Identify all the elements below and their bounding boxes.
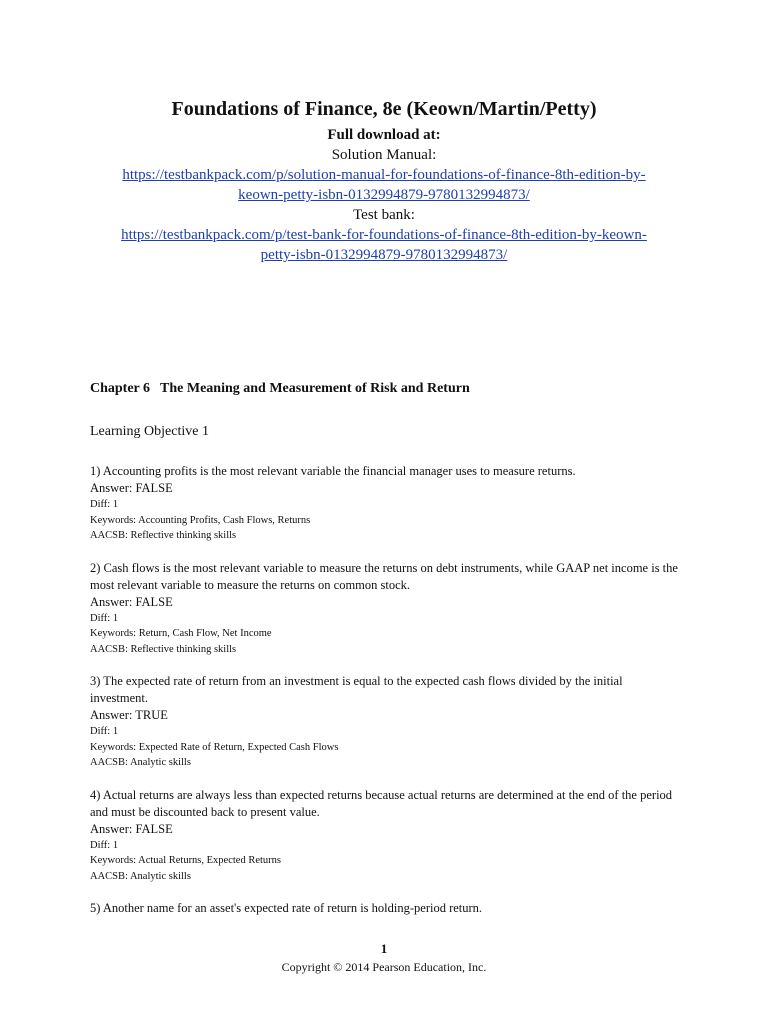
question-item — [90, 787, 680, 885]
question-diff: Diff: 1 — [90, 839, 119, 851]
question-keywords: Keywords: Expected Rate of Return, Expected Cash Flows — [90, 741, 339, 753]
question-keywords: Keywords: Return, Cash Flow, Net Income — [90, 628, 272, 639]
question-answer: Answer: FALSE — [90, 481, 173, 495]
question-aacsb: AACSB: Analytic skills — [90, 870, 191, 882]
question-text: 4) Actual returns are always less than expected returns because actual returns are determined at the end of the period and must be discounted back to present value. — [90, 787, 673, 819]
download-label: Full download at: — [327, 127, 441, 143]
solution-link-line-2: keown-petty-isbn-0132994879-9780132994873/ — [238, 187, 530, 203]
learning-objective: Learning Objective 1 — [90, 424, 209, 439]
page-number: 1 — [380, 941, 388, 956]
solution-manual-link[interactable] — [60, 165, 708, 205]
question-item — [90, 900, 680, 917]
document-header — [60, 97, 708, 265]
question-text: 2) Cash flows is the most relevant variable to measure the returns on debt instruments, while GAAP net income is the most relevant variable to measure the returns on common stock. — [90, 560, 678, 592]
question-aacsb: AACSB: Reflective thinking skills — [90, 643, 237, 655]
question-keywords: Keywords: Actual Returns, Expected Returns — [90, 855, 281, 866]
test-bank-link[interactable] — [60, 225, 708, 265]
document-title: Foundations of Finance, 8e (Keown/Martin/Petty) — [171, 98, 597, 120]
question-answer: Answer: FALSE — [90, 821, 173, 836]
chapter-number: Chapter 6 — [90, 381, 151, 396]
question-item — [90, 673, 680, 771]
question-aacsb: AACSB: Reflective thinking skills — [90, 530, 237, 541]
page-footer — [0, 940, 768, 976]
question-item — [90, 560, 680, 658]
testbank-link-line-1: https://testbankpack.com/p/test-bank-for-foundations-of-finance-8th-edition-by-keown- — [121, 227, 647, 243]
solution-link-line-1: https://testbankpack.com/p/solution-manual-for-foundations-of-finance-8th-edition-by- — [122, 167, 646, 183]
solution-manual-label: Solution Manual: — [331, 147, 437, 163]
question-diff: Diff: 1 — [90, 499, 119, 510]
testbank-link-line-2: petty-isbn-0132994879-9780132994873/ — [260, 247, 508, 263]
chapter-heading — [90, 381, 470, 397]
question-answer: Answer: TRUE — [90, 708, 168, 722]
copyright-notice: Copyright © 2014 Pearson Education, Inc. — [281, 960, 487, 974]
question-item — [90, 463, 680, 544]
chapter-title: The Meaning and Measurement of Risk and Return — [160, 381, 470, 396]
question-text: 3) The expected rate of return from an investment is equal to the expected cash flows divided by the initial investment. — [90, 674, 623, 705]
question-aacsb: AACSB: Analytic skills — [90, 757, 191, 768]
question-diff: Diff: 1 — [90, 726, 119, 737]
question-text: 5) Another name for an asset's expected rate of return is holding-period return. — [90, 901, 483, 915]
test-bank-label: Test bank: — [353, 207, 415, 223]
question-text: 1) Accounting profits is the most relevant variable the financial manager uses to measure returns. — [90, 464, 576, 478]
question-keywords: Keywords: Accounting Profits, Cash Flows, Returns — [90, 514, 311, 526]
question-list — [90, 463, 680, 933]
question-answer: Answer: FALSE — [90, 594, 173, 609]
question-diff: Diff: 1 — [90, 612, 119, 624]
